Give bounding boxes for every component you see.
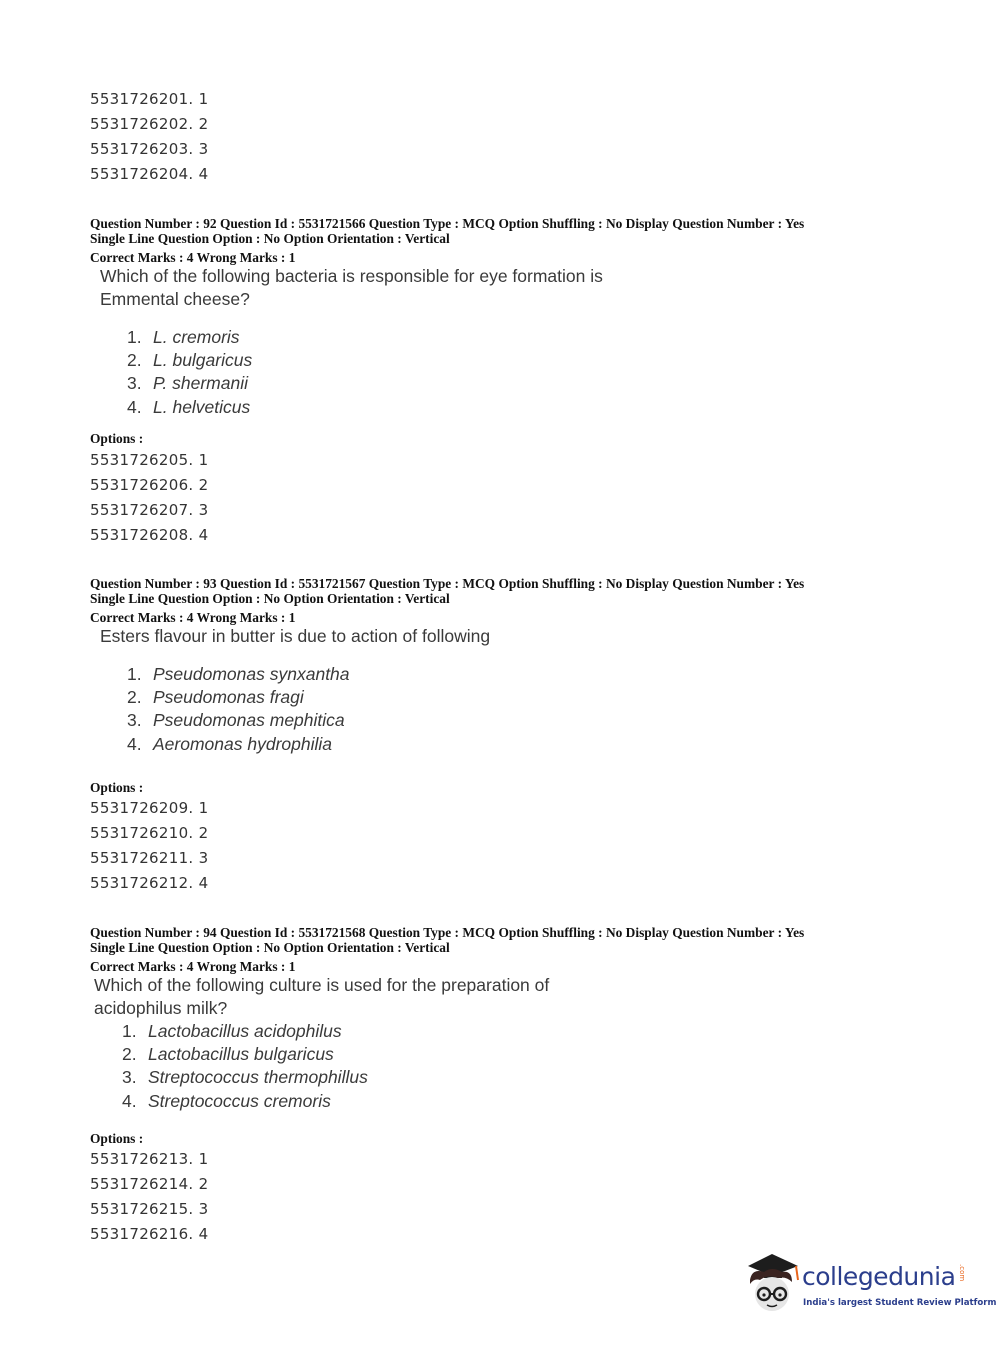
question-text-line: Which of the following culture is used for the preparation of [94,975,550,995]
answer-choice: 4. Streptococcus cremoris [122,1090,331,1111]
question-marks: Correct Marks : 4 Wrong Marks : 1 [90,250,296,265]
answer-choice: 1. L. cremoris [127,327,240,347]
option-line: 5531726211. 3 [90,849,209,867]
question-meta-line: Single Line Question Option : No Option Orientation : Vertical [90,940,450,955]
option-line: 5531726209. 1 [90,799,209,817]
question-meta-line: Question Number : 93 Question Id : 5531721567 Question Type : MCQ Option Shuffling : No Display Question Number : Yes [90,576,805,591]
mascot-icon [742,1250,802,1318]
answer-choice: 4. Aeromonas hydrophilia [127,733,332,754]
question-text-line: Esters flavour in butter is due to action of following [100,626,491,646]
answer-choice: 3. P. shermanii [127,373,249,394]
options-label: Options : [90,1131,144,1146]
answer-choice: 2. L. bulgaricus [127,350,253,371]
question-text [100,265,960,311]
question-93 [90,576,960,756]
question-meta-line: Question Number : 94 Question Id : 5531721568 Question Type : MCQ Option Shuffling : No Display Question Number : Yes [90,925,805,940]
option-line: 5531726204. 4 [90,165,209,183]
question-meta-line: Single Line Question Option : No Option Orientation : Vertical [90,591,450,606]
logo-com: .com [958,1264,966,1282]
collegedunia-logo [742,1250,997,1318]
question-92 [90,216,960,419]
answer-choices [127,326,960,419]
question-text-line: Which of the following bacteria is responsible for eye formation is [100,266,603,286]
option-line: 5531726214. 2 [90,1175,209,1193]
question-94 [90,925,960,1113]
question-meta-line: Question Number : 92 Question Id : 5531721566 Question Type : MCQ Option Shuffling : No Display Question Number : Yes [90,216,805,231]
option-line: 5531726213. 1 [90,1150,209,1168]
question-options [90,1147,208,1247]
answer-choice: 3. Streptococcus thermophillus [122,1067,368,1088]
question-text-line: Emmental cheese? [100,289,250,309]
question-meta-line: Single Line Question Option : No Option Orientation : Vertical [90,231,450,246]
option-line: 5531726207. 3 [90,501,209,519]
options-label: Options : [90,780,144,795]
options-label: Options : [90,431,144,446]
question-text [100,625,960,648]
question-marks: Correct Marks : 4 Wrong Marks : 1 [90,610,296,625]
answer-choice: 1. Pseudomonas synxantha [127,664,350,684]
answer-choice: 2. Lactobacillus bulgaricus [122,1044,334,1065]
option-line: 5531726210. 2 [90,824,209,842]
option-line: 5531726203. 3 [90,140,209,158]
answer-choice: 1. Lactobacillus acidophilus [122,1021,342,1041]
logo-tagline: India's largest Student Review Platform [803,1298,997,1308]
question-text-line: acidophilus milk? [94,998,228,1018]
answer-choices [127,663,960,756]
option-line: 5531726212. 4 [90,874,209,892]
option-line: 5531726205. 1 [90,451,209,469]
option-line: 5531726202. 2 [90,115,209,133]
option-line: 5531726206. 2 [90,476,209,494]
answer-choice: 3. Pseudomonas mephitica [127,710,345,731]
question-options [90,796,208,896]
option-line: 5531726215. 3 [90,1200,209,1218]
logo-wordmark: collegedunia [802,1262,956,1291]
answer-choice: 4. L. helveticus [127,396,251,417]
question-text [94,974,960,1020]
prev-question-options [90,87,208,187]
answer-choice: 2. Pseudomonas fragi [127,687,304,708]
option-line: 5531726216. 4 [90,1225,209,1243]
option-line: 5531726208. 4 [90,526,209,544]
answer-choices [122,1020,960,1113]
option-line: 5531726201. 1 [90,90,209,108]
question-options [90,448,208,548]
question-marks: Correct Marks : 4 Wrong Marks : 1 [90,959,296,974]
